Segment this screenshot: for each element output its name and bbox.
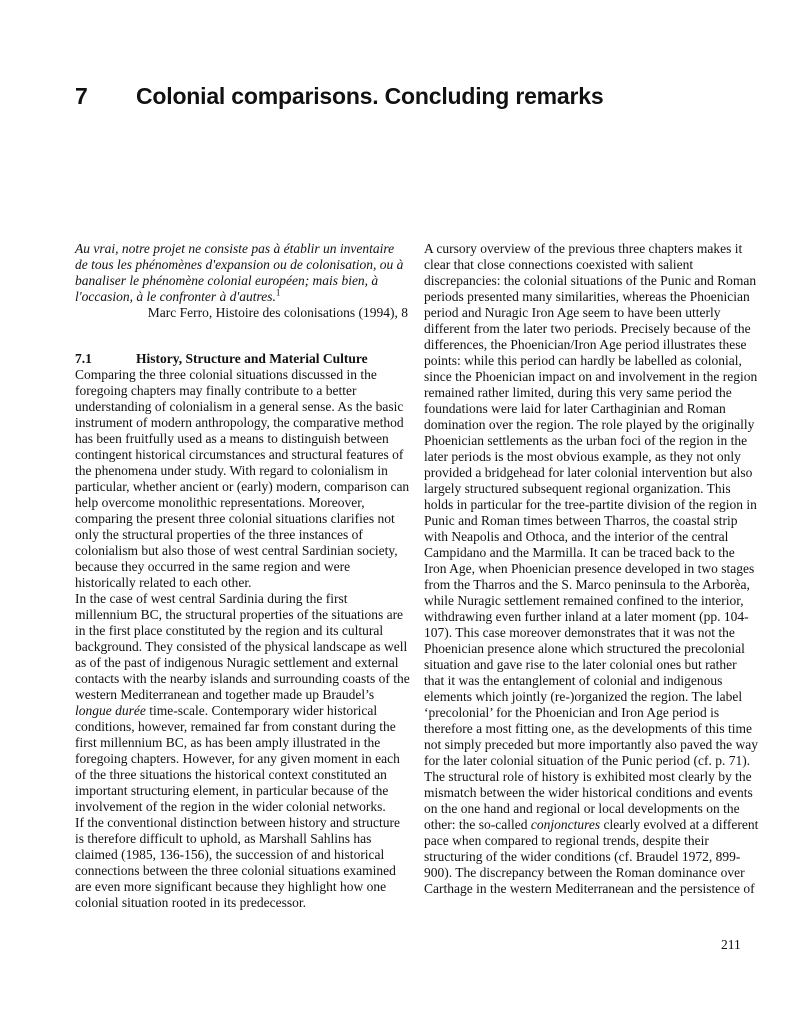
left-paragraph-2-italic-term: longue durée — [75, 703, 146, 718]
chapter-heading — [75, 83, 603, 110]
epigraph-source: Marc Ferro, Histoire des colonisations (1994), 8 — [147, 305, 408, 320]
right-paragraph-2 — [424, 769, 760, 897]
page-number: 211 — [721, 937, 741, 952]
right-paragraph-2-italic-term: conjonctures — [530, 817, 601, 832]
left-paragraph-2-text-a: In the case of west central Sardinia during the first millennium BC, the structural properties of the situations are in the first place constituted by the region and its cultural background. They consisted of the physical landscape as well as of the past of indigenous Nuragic settlement and external contacts with the nearby islands and surrounding coasts of the western Mediterranean and together made up Braudel’s — [75, 591, 410, 702]
right-paragraph-2-text-a: The structural role of history is exhibited most clearly by the mismatch between the wider historical conditions and events on the one hand and regional or local developments on the other: the so-called — [424, 769, 753, 832]
left-paragraph-1: Comparing the three colonial situations discussed in the foregoing chapters may finally contribute to a better understanding of colonialism in a general sense. As the basic instrument of modern anthropology, the comparative method has been fruitfully used as a means to distinguish between contingent historical circumstances and structural features of the phenomena under study. With regard to colonialism in particular, whether ancient or (early) modern, comparison can help overcome monolithic representations. Moreover, comparing the present three colonial situations clarifies not only the structural properties of the three instances of colonialism but also those of west central Sardinian society, because they occurred in the same region and were historically related to each other. — [75, 367, 410, 590]
epigraph-quote-text: Au vrai, notre projet ne consiste pas à établir un inventaire de tous les phénomènes d'expansion ou de colonisation, ou à banaliser le phénomène colonial européen; mais bien, à l'occasion, à le confronter à d'autres. — [75, 241, 404, 304]
chapter-number: 7 — [75, 83, 88, 109]
left-paragraph-2-text-b: time-scale. Contemporary wider historical conditions, however, remained far from constant during the first millennium BC, as has been amply illustrated in the foregoing chapters. However, for any given moment in each of the three situations the historical context constituted an important structuring element, in particular because of the involvement of the region in the wider colonial networks. — [75, 703, 400, 814]
footnote-marker: 1 — [275, 287, 281, 298]
left-paragraph-2 — [75, 591, 410, 815]
epigraph-quote — [75, 241, 410, 305]
right-column — [424, 241, 760, 897]
right-paragraph-1: A cursory overview of the previous three chapters makes it clear that close connections coexisted with salient discrepancies: the colonial situations of the Punic and Roman periods presented many similarities, whereas the Phoenician period and Nuragic Iron Age seem to have been utterly different from the later two periods. Precisely because of the differences, the Phoenician/Iron Age period illustrates these points: while this period can hardly be labelled as colonial, since the Phoenician impact on and involvement in the region remained rather limited, during this very same period the foundations were laid for later Carthaginian and Roman domination over the region. The role played by the originally Phoenician settlements as the urban foci of the region in the later periods is the most obvious example, as they not only provided a bridgehead for later colonial intervention but also largely structured subsequent regional organization. This holds in particular for the tree-partite division of the region in Punic and Roman times between Tharros, the coastal strip with Neapolis and Othoca, and the interior of the central Campidano and the Marmilla. It can be traced back to the Iron Age, when Phoenician presence developed in two stages from the Tharros and the S. Marco peninsula to the Arborèa, while Nuragic settlement remained confined to the interior, withdrawing even further inland at a later moment (pp. 104-107). This case moreover demonstrates that it was not the Phoenician presence alone which structured the precolonial situation and gave rise to the later colonial ones but rather that it was the entanglement of colonial and indigenous elements which jointly (re-)organized the region. The label ‘precolonial’ for the Phoenician and Iron Age period is therefore a most fitting one, as the developments of this time not simply preceded but more importantly also paved the way for the later colonial situation of the Punic period (cf. p. 71). — [424, 241, 759, 768]
section-title: History, Structure and Material Culture — [136, 351, 368, 366]
section-heading — [75, 351, 410, 367]
left-column — [75, 241, 410, 911]
section-number: 7.1 — [75, 351, 92, 366]
right-paragraph-2-text-b: clearly evolved at a different pace when compared to regional trends, despite their structuring of the wider conditions (cf. Braudel 1972, 899-900). The discrepancy between the Roman dominance over Carthage in the western Mediterranean and the persistence of — [424, 817, 759, 896]
left-paragraph-3: If the conventional distinction between history and structure is therefore difficult to uphold, as Marshall Sahlins has claimed (1985, 136-156), the succession of and historical connections between the three colonial situations examined are even more significant because they highlight how one colonial situation rooted in its predecessor. — [75, 815, 401, 910]
chapter-title: Colonial comparisons. Concluding remarks — [136, 83, 604, 109]
